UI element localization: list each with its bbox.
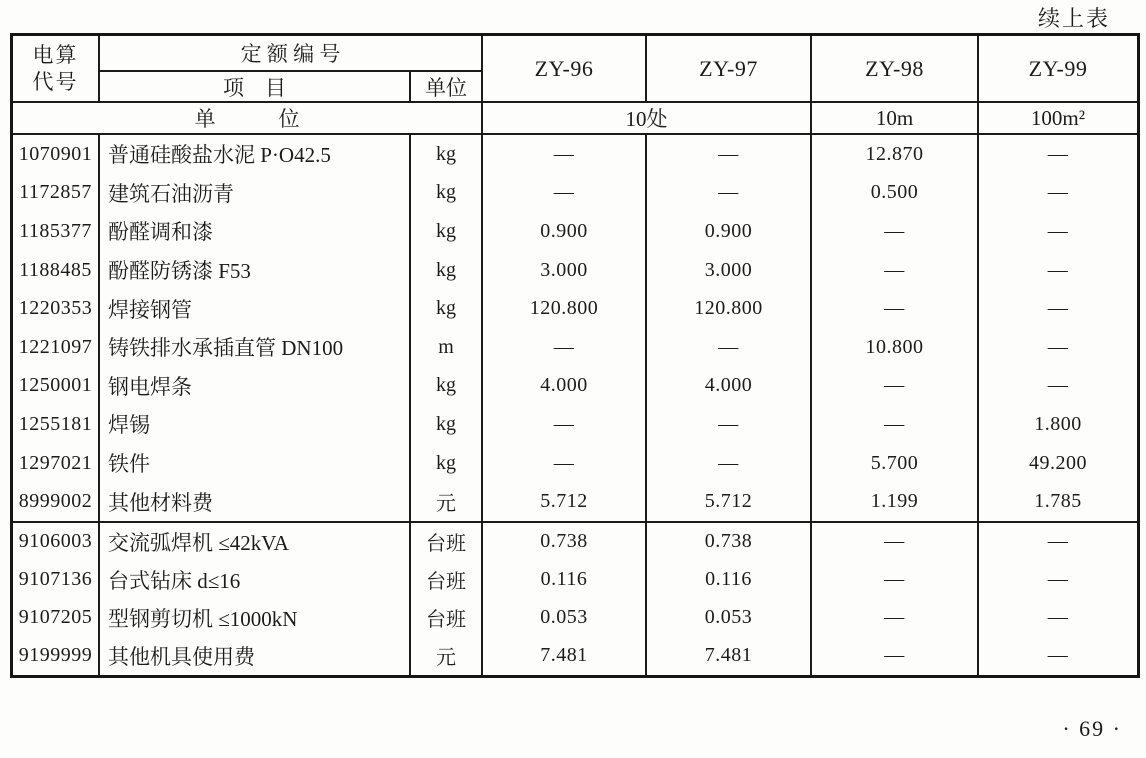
row-value-zy-98: 5.700 [810, 444, 977, 483]
machines-section [13, 523, 1137, 675]
row-value-zy-97: 4.000 [645, 367, 810, 406]
row-value-zy-99: — [977, 328, 1137, 367]
row-value-zy-99: — [977, 561, 1137, 599]
row-code: 9107136 [18, 568, 93, 591]
header-measure-unit-row-label: 单 位 [13, 101, 481, 133]
row-value-zy-97: 0.900 [645, 212, 810, 251]
row-unit: kg [409, 405, 481, 444]
row-item: 普通硅酸盐水泥 P·O42.5 [98, 135, 409, 174]
row-code: 1250001 [18, 374, 93, 397]
quota-table [10, 33, 1140, 678]
row-item: 酚醛调和漆 [98, 212, 409, 251]
row-value-zy-97: — [645, 405, 810, 444]
row-unit: kg [409, 135, 481, 174]
header-computer-code-line1: 电算 [32, 43, 79, 68]
row-code: 1172857 [19, 181, 92, 204]
measure-unit-zy96-zy97: 10处 [481, 101, 810, 133]
row-unit: kg [409, 174, 481, 213]
row-value-zy-99: — [977, 637, 1137, 675]
col-header-zy-99: ZY-99 [977, 36, 1137, 101]
continuation-note: 续上表 [1037, 6, 1110, 31]
row-value-zy-98: — [810, 289, 977, 328]
row-code: 9199999 [18, 644, 93, 667]
col-header-zy-98: ZY-98 [810, 36, 977, 101]
row-value-zy-98: — [810, 212, 977, 251]
row-item: 铸铁排水承插直管 DN100 [98, 328, 409, 367]
row-value-zy-98: — [810, 251, 977, 290]
row-value-zy-99: — [977, 212, 1137, 251]
row-code: 1221097 [18, 335, 93, 358]
row-item: 焊接钢管 [98, 289, 409, 328]
row-unit: 台班 [409, 599, 481, 637]
row-value-zy-97: 0.116 [645, 561, 810, 599]
row-item: 建筑石油沥青 [98, 174, 409, 213]
row-value-zy-96: — [481, 328, 645, 367]
row-value-zy-99: 1.800 [977, 405, 1137, 444]
row-item: 铁件 [98, 444, 409, 483]
row-value-zy-97: 3.000 [645, 251, 810, 290]
row-value-zy-98: 0.500 [810, 174, 977, 213]
row-value-zy-99: — [977, 289, 1137, 328]
row-value-zy-98: — [810, 405, 977, 444]
row-unit: kg [409, 212, 481, 251]
row-value-zy-96: — [481, 405, 645, 444]
row-value-zy-99: — [977, 599, 1137, 637]
row-item: 钢电焊条 [98, 367, 409, 406]
row-value-zy-99: — [977, 251, 1137, 290]
page-number: · 69 · [1062, 716, 1122, 741]
row-unit: 元 [409, 482, 481, 521]
row-value-zy-99: 49.200 [977, 444, 1137, 483]
row-value-zy-96: 3.000 [481, 251, 645, 290]
row-value-zy-98: 12.870 [810, 135, 977, 174]
row-item: 焊锡 [98, 405, 409, 444]
row-item: 其他材料费 [98, 482, 409, 521]
row-value-zy-99: — [977, 367, 1137, 406]
row-value-zy-96: 0.053 [481, 599, 645, 637]
col-header-zy-97: ZY-97 [645, 36, 810, 101]
row-value-zy-96: — [481, 174, 645, 213]
header-computer-code [13, 36, 98, 101]
row-value-zy-97: 120.800 [645, 289, 810, 328]
row-value-zy-98: — [810, 637, 977, 675]
row-unit: 台班 [409, 561, 481, 599]
row-value-zy-97: — [645, 444, 810, 483]
row-item: 其他机具使用费 [98, 637, 409, 675]
row-value-zy-97: 5.712 [645, 482, 810, 521]
row-code: 1255181 [18, 412, 93, 435]
materials-section [13, 135, 1137, 523]
row-value-zy-96: 7.481 [481, 637, 645, 675]
row-value-zy-97: — [645, 135, 810, 174]
row-value-zy-98: 1.199 [810, 482, 977, 521]
row-code: 1188485 [19, 258, 92, 281]
row-value-zy-96: 0.116 [481, 561, 645, 599]
header-quota-number: 定 额 编 号 [98, 36, 481, 70]
row-value-zy-98: — [810, 367, 977, 406]
row-code: 8999002 [18, 490, 93, 513]
row-value-zy-96: 0.900 [481, 212, 645, 251]
col-header-zy-96: ZY-96 [481, 36, 645, 101]
row-value-zy-96: 120.800 [481, 289, 645, 328]
row-unit: 元 [409, 637, 481, 675]
row-value-zy-98: — [810, 599, 977, 637]
row-value-zy-96: 4.000 [481, 367, 645, 406]
row-value-zy-99: — [977, 523, 1137, 561]
row-item: 台式钻床 d≤16 [98, 561, 409, 599]
row-unit: kg [409, 251, 481, 290]
row-value-zy-97: — [645, 328, 810, 367]
row-code: 9107205 [18, 606, 93, 629]
row-value-zy-98: — [810, 561, 977, 599]
row-unit: kg [409, 289, 481, 328]
row-value-zy-99: — [977, 174, 1137, 213]
header-item: 项 目 [98, 70, 409, 101]
row-value-zy-96: 5.712 [481, 482, 645, 521]
row-code: 9106003 [18, 530, 93, 553]
row-value-zy-96: — [481, 444, 645, 483]
row-value-zy-97: 0.738 [645, 523, 810, 561]
row-value-zy-96: 0.738 [481, 523, 645, 561]
row-value-zy-99: 1.785 [977, 482, 1137, 521]
header-computer-code-line2: 代号 [32, 69, 79, 94]
header-unit-column: 单位 [409, 70, 481, 101]
row-code: 1185377 [19, 219, 92, 242]
row-value-zy-97: 0.053 [645, 599, 810, 637]
row-unit: 台班 [409, 523, 481, 561]
row-code: 1220353 [18, 297, 93, 320]
row-value-zy-96: — [481, 135, 645, 174]
row-item: 交流弧焊机 ≤42kVA [98, 523, 409, 561]
row-value-zy-99: — [977, 135, 1137, 174]
measure-unit-zy99: 100m² [977, 101, 1137, 133]
row-unit: kg [409, 367, 481, 406]
row-value-zy-97: 7.481 [645, 637, 810, 675]
row-item: 酚醛防锈漆 F53 [98, 251, 409, 290]
row-value-zy-98: 10.800 [810, 328, 977, 367]
row-value-zy-98: — [810, 523, 977, 561]
row-unit: kg [409, 444, 481, 483]
table-header [13, 36, 1137, 135]
row-code: 1070901 [18, 142, 93, 165]
row-code: 1297021 [18, 451, 93, 474]
row-unit: m [409, 328, 481, 367]
measure-unit-zy98: 10m [810, 101, 977, 133]
row-value-zy-97: — [645, 174, 810, 213]
row-item: 型钢剪切机 ≤1000kN [98, 599, 409, 637]
